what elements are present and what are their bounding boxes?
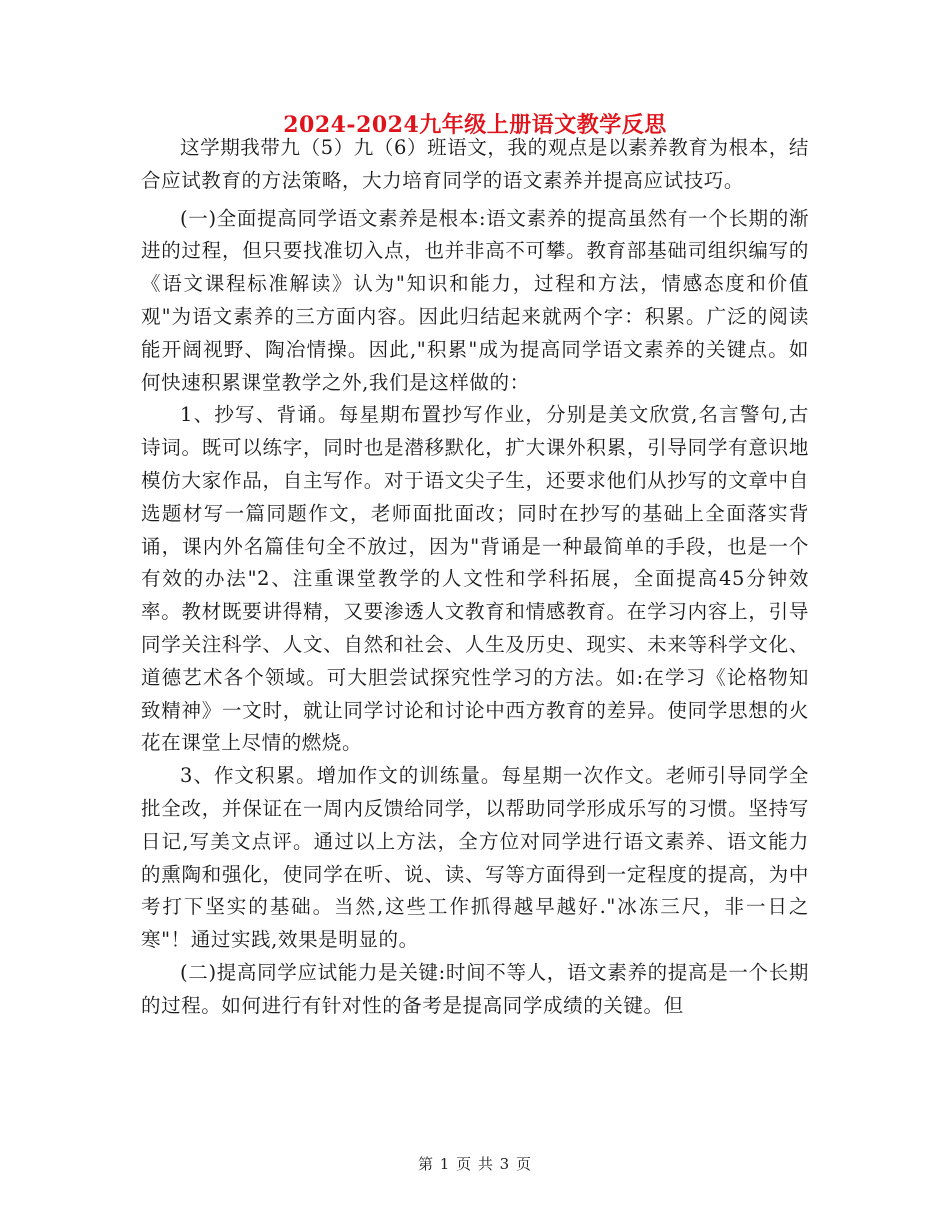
paragraph-composition: 3、作文积累。增加作文的训练量。每星期一次作文。老师引导同学全批全改，并保证在一周内反馈给同学，以帮助同学形成乐写的习惯。坚持写日记,写美文点评。通过以上方法，全方位对同学进行语文素养、语文能力的熏陶和强化，使同学在听、说、读、写等方面得到一定程度的提高，为中考打下坚实的基础。当然,这些工作抓得越早越好."冰冻三尺，非一日之寒"！通过实践,效果是明显的。 xyxy=(141,764,809,952)
document-body xyxy=(141,132,809,1023)
paragraph-section-one: (一)全面提高同学语文素养是根本:语文素养的提高虽然有一个长期的渐进的过程，但只要找准切入点，也并非高不可攀。教育部基础司组织编写的《语文课程标准解读》认为"知识和能力，过程和方法，情感态度和价值观"为语文素养的三方面内容。因此归结起来就两个字：积累。广泛的阅读能开阔视野、陶冶情操。因此,"积累"成为提高同学语文素养的关键点。如何快速积累课堂教学之外,我们是这样做的： xyxy=(141,206,809,394)
page-number-footer: 第 1 页 共 3 页 xyxy=(418,1155,532,1173)
paragraph-intro: 这学期我带九（5）九（6）班语文，我的观点是以素养教育为根本，结合应试教育的方法策略，大力培育同学的语文素养并提高应试技巧。 xyxy=(141,136,810,192)
paragraph-copy-recite: 1、抄写、背诵。每星期布置抄写作业，分别是美文欣赏,名言警句,古诗词。既可以练字，同时也是潜移默化，扩大课外积累，引导同学有意识地模仿大家作品，自主写作。对于语文尖子生，还要求他们从抄写的文章中自选题材写一篇同题作文，老师面批面改；同时在抄写的基础上全面落实背诵，课内外名篇佳句全不放过，因为"背诵是一种最简单的手段，也是一个有效的办法"2、注重课堂教学的人文性和学科拓展，全面提高45分钟效率。教材既要讲得精，又要渗透人文教育和情感教育。在学习内容上，引导同学关注科学、人文、自然和社会、人生及历史、现实、未来等科学文化、道德艺术各个领域。可大胆尝试探究性学习的方法。如:在学习《论格物知致精神》一文时，就让同学讨论和讨论中西方教育的差异。使同学思想的火花在课堂上尽情的燃烧。 xyxy=(141,403,809,755)
paragraph-section-two: (二)提高同学应试能力是关键:时间不等人，语文素养的提高是一个长期的过程。如何进行有针对性的备考是提高同学成绩的关键。但 xyxy=(141,960,809,1017)
document-title: 2024-2024九年级上册语文教学反思 xyxy=(283,112,667,138)
